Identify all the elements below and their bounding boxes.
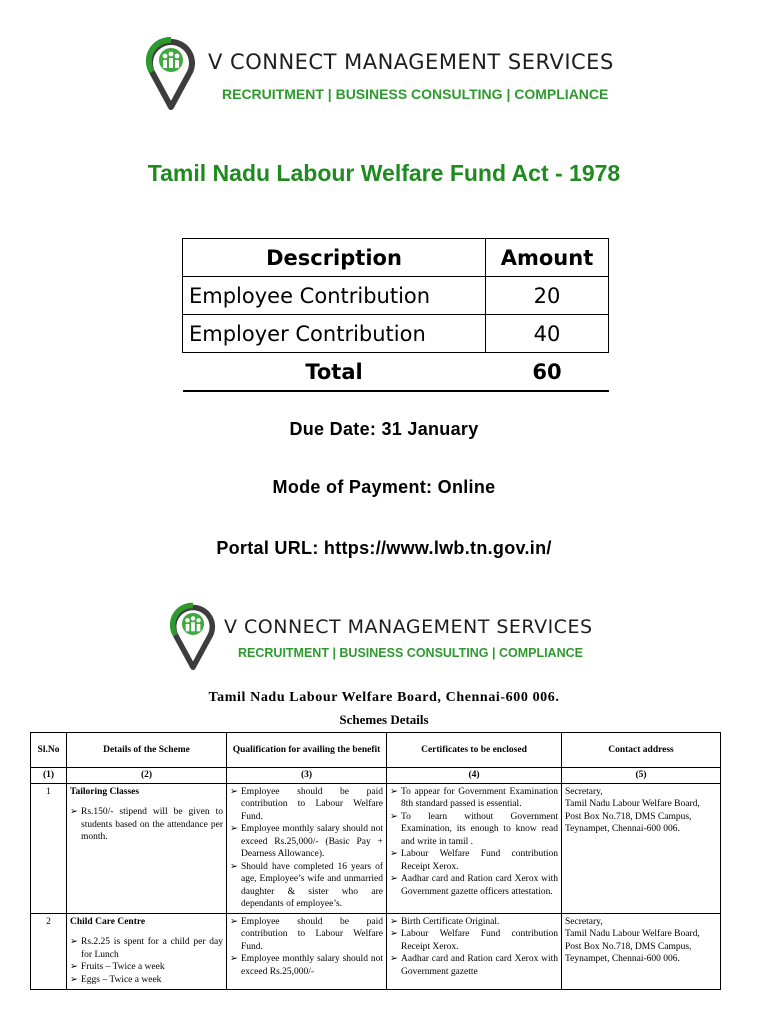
row-amount: 40 [486, 315, 609, 353]
column-number-row [31, 768, 721, 784]
sl-number: 1 [31, 783, 67, 913]
list-item: ➢ Labour Welfare Fund contribution Receipt Xerox. [390, 848, 558, 873]
logo-mark-icon [170, 600, 216, 670]
logo-mark-icon [146, 34, 196, 110]
address-line: Secretary, [565, 916, 603, 927]
header-description: Description [183, 239, 486, 277]
scheme-details [67, 783, 227, 913]
list-item: ➢ Fruits – Twice a week [70, 961, 223, 974]
address-line: Secretary, [565, 786, 603, 797]
list-item: ➢ Birth Certificate Original. [390, 916, 558, 929]
column-number: (2) [67, 768, 227, 784]
list-item: ➢ Employee monthly salary should not exceed Rs.25,000/- (Basic Pay + Dearness Allowance). [230, 823, 383, 861]
header-amount: Amount [486, 239, 609, 277]
portal-url: Portal URL: https://www.lwb.tn.gov.in/ [216, 538, 552, 558]
address-line: Post Box No.718, DMS Campus, [565, 941, 692, 952]
list-item: ➢ Rs.150/- stipend will be given to students based on the attendance per month. [70, 806, 223, 844]
scheme-name: Child Care Centre [70, 916, 146, 927]
address-line: Teynampet, Chennai-600 006. [565, 954, 680, 965]
address-line: Teynampet, Chennai-600 006. [565, 824, 680, 835]
schemes-header-row [31, 733, 721, 768]
header-qualification: Qualification for availing the benefit [227, 733, 387, 768]
column-number: (4) [387, 768, 562, 784]
table-row [31, 783, 721, 913]
list-item: ➢ To appear for Government Examination 8th standard passed is essential. [390, 786, 558, 811]
list-item: ➢ Eggs – Twice a week [70, 974, 223, 987]
table-row [183, 277, 609, 315]
table-header-row [183, 239, 609, 277]
header-certificates: Certificates to be enclosed [387, 733, 562, 768]
address-line: Tamil Nadu Labour Welfare Board, [565, 929, 700, 940]
row-amount: 20 [486, 277, 609, 315]
board-title: Tamil Nadu Labour Welfare Board, Chennai-600 006. [208, 690, 560, 705]
scheme-qualification [227, 913, 387, 989]
list-item: ➢ Should have completed 16 years of age, Employee’s wife and unmarried daughter & sister who are dependants of employee’s. [230, 861, 383, 911]
scheme-qualification [227, 783, 387, 913]
address-line: Tamil Nadu Labour Welfare Board, [565, 799, 700, 810]
row-description: Employee Contribution [183, 277, 486, 315]
table-row [183, 315, 609, 353]
column-number: (5) [562, 768, 721, 784]
schemes-table [30, 732, 721, 990]
scheme-certificates [387, 913, 562, 989]
address-line: Post Box No.718, DMS Campus, [565, 811, 692, 822]
logo-tagline: RECRUITMENT | BUSINESS CONSULTING | COMPLIANCE [222, 86, 609, 102]
logo-tagline: RECRUITMENT | BUSINESS CONSULTING | COMPLIANCE [238, 646, 583, 660]
contribution-table [182, 238, 609, 392]
company-logo [0, 30, 768, 110]
list-item: ➢ Employee monthly salary should not exceed Rs.25,000/- [230, 953, 383, 978]
scheme-details [67, 913, 227, 989]
logo-company-name: V CONNECT MANAGEMENT SERVICES [208, 50, 614, 74]
list-item: ➢ Employee should be paid contribution to Labour Welfare Fund. [230, 786, 383, 824]
payment-mode: Mode of Payment: Online [272, 477, 496, 497]
column-number: (3) [227, 768, 387, 784]
contact-address [562, 913, 721, 989]
list-item: ➢ Labour Welfare Fund contribution Receipt Xerox. [390, 928, 558, 953]
table-row [31, 913, 721, 989]
header-contact: Contact address [562, 733, 721, 768]
total-label: Total [183, 353, 486, 392]
scheme-certificates [387, 783, 562, 913]
list-item: ➢ Employee should be paid contribution to Labour Welfare Fund. [230, 916, 383, 954]
list-item: ➢ Aadhar card and Ration card Xerox with Government gazette officers attestation. [390, 873, 558, 898]
sl-number: 2 [31, 913, 67, 989]
total-amount: 60 [486, 353, 609, 392]
list-item: ➢ To learn without Government Examination, its enough to know read and write in tamil . [390, 811, 558, 849]
row-description: Employer Contribution [183, 315, 486, 353]
scheme-name: Tailoring Classes [70, 786, 140, 797]
logo-company-name: V CONNECT MANAGEMENT SERVICES [224, 616, 593, 638]
header-details: Details of the Scheme [67, 733, 227, 768]
list-item: ➢ Rs.2.25 is spent for a child per day for Lunch [70, 936, 223, 961]
list-item: ➢ Aadhar card and Ration card Xerox with Government gazette [390, 953, 558, 978]
company-logo [0, 600, 768, 680]
due-date: Due Date: 31 January [289, 419, 479, 439]
page-title: Tamil Nadu Labour Welfare Fund Act - 1978 [147, 160, 621, 186]
header-slno: Sl.No [31, 733, 67, 768]
column-number: (1) [31, 768, 67, 784]
schemes-title: Schemes Details [339, 712, 429, 727]
total-row [183, 353, 609, 392]
contact-address [562, 783, 721, 913]
